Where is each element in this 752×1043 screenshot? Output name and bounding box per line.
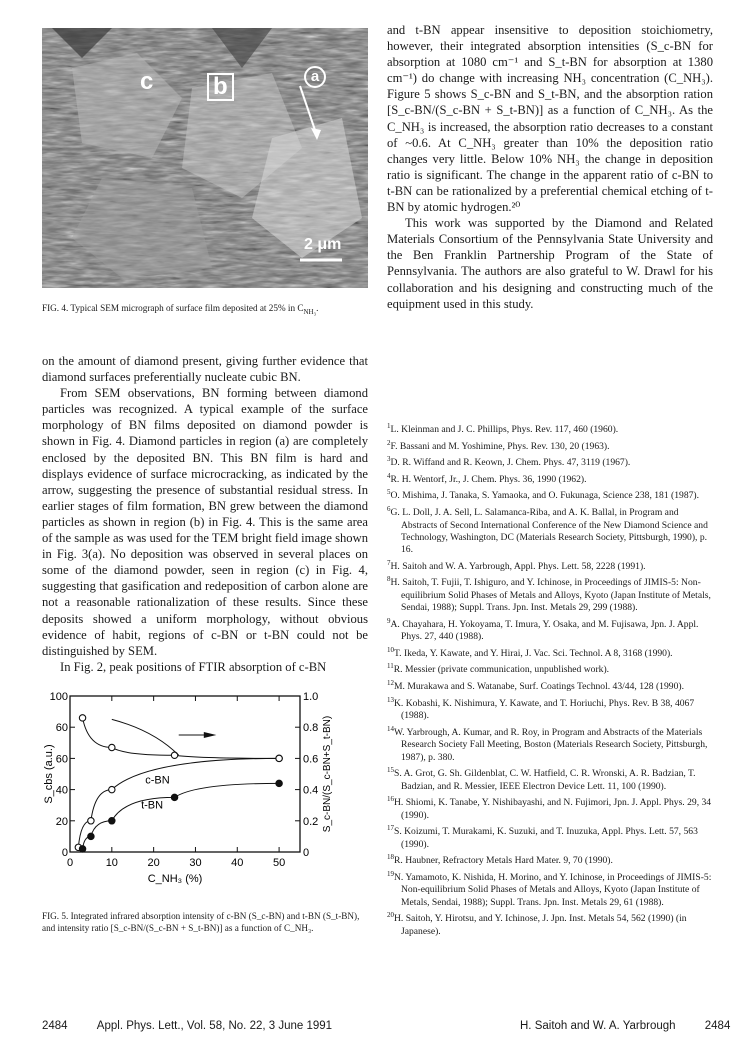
reference-number: 6: [387, 504, 391, 513]
reference-item: [387, 793, 713, 822]
footer-right: [520, 1020, 730, 1032]
fig4-caption-end: .: [316, 303, 319, 313]
y-tick-label: 60: [55, 753, 68, 766]
series-line: [78, 758, 279, 847]
x-axis-label: C_NH₃ (%): [147, 873, 203, 885]
reference-number: 5: [387, 488, 391, 497]
reference-item: [387, 723, 713, 764]
data-point: [88, 833, 94, 839]
reference-text: N. Yamamoto, K. Nishida, H. Morino, and Y. Ichinose, in Proceedings of JIMIS-5: Non-equilibrium Solid Phases of Metals and Alloys, Kyoto (Japan Institute of Metals, Sendai, 1988); Suppl. Trans. Jpn. Inst. Metals 29, 61 (1988).: [394, 871, 712, 908]
page-number-left: 2484: [42, 1020, 68, 1032]
data-point: [276, 780, 282, 786]
reference-item: [387, 660, 713, 677]
reference-text: O. Mishima, J. Tanaka, S. Yamaoka, and O. Fukunaga, Science 238, 181 (1987).: [390, 490, 700, 502]
y-tick-label: 40: [55, 784, 68, 797]
page-number-right: 2484: [704, 1020, 731, 1032]
left-paragraph-2: From SEM observations, BN forming between diamond particles was recognized. A typical example of the surface morphology of BN films deposited on diamond powder is shown in Fig. 4. Diamond particles in region (a) are completely enclosed by the deposited BN. This BN film is hard and displays evidence of surface microcracking, as indicated by the arrow, suggesting the presence of substantial residual stress. In earlier stages of film formation, BN grew between the diamond particles as shown in region (b) in Fig. 4. This is the same area of the sample as was used for the TEM bright field image shown in Fig. 3(a). No deposition was observed in several places on some of the diamond powder, seen in region (c) in Fig. 4, suggesting that gasification and redeposition of carbon alone are not a reasonable rationalization of these results. Since these deposits showed a uniform morphology, without obvious evidence of habit, regions of c-BN or t-BN could not be distinguished by SEM.: [42, 386, 368, 658]
y2-tick-label: 1.0: [303, 691, 319, 703]
reference-number: 4: [387, 471, 391, 480]
left-paragraph-1: on the amount of diamond present, giving further evidence that diamond surfaces preferentially nucleate cubic BN.: [42, 354, 368, 385]
reference-number: 3: [387, 455, 391, 464]
reference-text: H. Saitoh, Y. Hirotsu, and Y. Ichinose, J. Jpn. Inst. Metals 54, 562 (1990) (in Japanese).: [394, 913, 687, 937]
reference-number: 13: [387, 695, 394, 704]
region-b-label: b: [207, 73, 234, 101]
data-point: [88, 818, 94, 824]
reference-item: [387, 694, 713, 723]
journal-citation: Appl. Phys. Lett., Vol. 58, No. 22, 3 June 1991: [96, 1020, 333, 1032]
reference-item: [387, 644, 713, 661]
data-point: [109, 744, 115, 750]
reference-text: R. H. Wentorf, Jr., J. Chem. Phys. 36, 1990 (1962).: [390, 473, 587, 485]
y-tick-label: 100: [49, 691, 68, 703]
annotation-label: c-BN: [145, 774, 170, 787]
x-tick-label: 30: [189, 857, 202, 869]
reference-item: [387, 557, 713, 574]
ratio-arrow-head: [204, 732, 217, 738]
reference-text: L. Kleinman and J. C. Phillips, Phys. Rev. 117, 460 (1960).: [390, 424, 619, 436]
y-tick-label: 20: [55, 815, 68, 828]
data-point: [109, 818, 115, 824]
reference-text: R. Haubner, Refractory Metals Hard Mater. 9, 70 (1990).: [394, 855, 613, 867]
region-a-label: a: [304, 66, 326, 88]
right-paragraph-1: and t-BN appear insensitive to deposition stoichiometry, however, their integrated absorption intensities (S_c-BN for absorption at 1080 cm⁻¹ and S_t-BN for absorption at 1380 cm⁻¹) do change with increasing NH₃ concentration (C_NH₃). Figure 5 shows S_c-BN and S_t-BN, and the absorption ration [S_c-BN/(S_c-BN + S_t-BN)] as a function of C_NH₃. As the C_NH₃ is increased, the absorption ratio decreases to a constant of ~0.6. At C_NH₃ greater than 10% the deposition ratio changes very little. Below 10% NH₃ the change in deposition ratio is significant. The change in the apparent ratio of c-BN to t-BN can be rationalized by a preferential chemical etching of t-BN by atomic hydrogen.²⁰: [387, 23, 713, 215]
y2-tick-label: 0: [303, 847, 310, 859]
reference-text: R. Messier (private communication, unpublished work).: [393, 664, 610, 676]
reference-number: 20: [387, 910, 394, 919]
data-point: [171, 794, 177, 800]
sem-micrograph: [42, 28, 368, 288]
x-tick-label: 20: [147, 857, 160, 869]
y2-tick-label: 0.6: [303, 753, 319, 766]
left-column-text: [42, 353, 368, 675]
reference-item: [387, 615, 713, 644]
reference-text: M. Murakawa and S. Watanabe, Surf. Coatings Technol. 43/44, 128 (1990).: [394, 681, 684, 693]
fig4-caption: [42, 302, 368, 318]
y-axis-label: S_cbs (a.u.): [43, 744, 55, 804]
fig5-caption-text: FIG. 5. Integrated infrared absorption intensity of c-BN (S_c-BN) and t-BN (S_t-BN), and intensity ratio [S_c-BN/(S_c-BN + S_t-BN)] as a function of C_NH₃.: [42, 911, 360, 933]
reference-text: S. A. Grot, G. Sh. Gildenblat, C. W. Hatfield, C. R. Wronski, A. R. Badzian, T. Badzian, and R. Messier, IEEE Electron Device Lett. 11, 100 (1990).: [394, 768, 696, 792]
reference-text: W. Yarbrough, A. Kumar, and R. Roy, in Program and Abstracts of the Materials Research Society Fall Meeting, Boston (Materials Research Society, Pittsburgh, 1987), p. 380.: [394, 726, 708, 763]
annotation-label: t-BN: [141, 799, 164, 812]
references-list: [387, 420, 713, 938]
reference-number: 12: [387, 678, 394, 687]
y-tick-label: 0: [61, 847, 68, 859]
reference-text: H. Saitoh and W. A. Yarbrough, Appl. Phys. Lett. 58, 2228 (1991).: [390, 560, 646, 572]
reference-number: 14: [387, 724, 394, 733]
bracket-arrow: [112, 719, 179, 755]
reference-text: S. Koizumi, T. Murakami, K. Suzuki, and T. Inuzuka, Appl. Phys. Lett. 57, 563 (1990).: [394, 826, 698, 850]
plot-frame: [70, 696, 300, 852]
reference-item: [387, 453, 713, 470]
reference-number: 10: [387, 645, 394, 654]
reference-item: [387, 437, 713, 454]
series-line: [83, 718, 280, 759]
reference-text: H. Saitoh, T. Fujii, T. Ishiguro, and Y. Ichinose, in Proceedings of JIMIS-5: Non-equilibrium Solid Phases of Metals and Alloys, Kyoto (Japan Institute of Metals, Sendai, 1988); Suppl. Trans. Jpn. Inst. Metals 29, 299 (1988).: [390, 577, 711, 614]
reference-text: G. L. Doll, J. A. Sell, L. Salamanca-Riba, and A. K. Ballal, in Program and Abstracts of Second International Conference of the New Diamond Science and Technology, Washington, DC (Materials Research Society, Pittsburgh, 1990), p. 16.: [390, 507, 708, 556]
reference-number: 7: [387, 558, 391, 567]
reference-item: [387, 677, 713, 694]
reference-text: D. R. Wiffand and R. Keown, J. Chem. Phys. 47, 3119 (1967).: [390, 457, 631, 469]
x-tick-label: 50: [272, 857, 286, 869]
data-point: [79, 846, 85, 852]
reference-number: 11: [387, 662, 394, 671]
reference-item: [387, 822, 713, 851]
y2-tick-label: 0.4: [303, 784, 319, 797]
reference-number: 19: [387, 869, 394, 878]
y2-axis-label: S_c-BN/(S_c-BN+S_t-BN): [322, 715, 333, 833]
reference-number: 15: [387, 765, 394, 774]
y2-tick-label: 0.2: [303, 815, 319, 828]
reference-text: K. Kobashi, K. Nishimura, Y. Kawate, and T. Horiuchi, Phys. Rev. B 38, 4067 (1988).: [394, 697, 695, 722]
reference-number: 8: [387, 575, 391, 584]
fig5-caption: [42, 910, 368, 934]
reference-number: 1: [387, 422, 391, 430]
reference-item: [387, 470, 713, 487]
x-tick-label: 0: [66, 857, 74, 869]
reference-number: 16: [387, 794, 394, 803]
x-tick-label: 10: [105, 857, 118, 869]
fig5-chart-svg: [42, 688, 368, 885]
data-point: [276, 755, 282, 761]
reference-number: 2: [387, 438, 391, 447]
reference-item: [387, 573, 713, 614]
reference-text: A. Chayahara, H. Yokoyama, T. Imura, Y. Osaka, and M. Fujisawa, Jpn. J. Appl. Phys. 27, 440 (1988).: [390, 618, 699, 643]
right-column-text: [387, 22, 713, 312]
reference-item: [387, 851, 713, 868]
right-paragraph-2: This work was supported by the Diamond and Related Materials Consortium of the Pennsylvania State University and the Ben Franklin Partnership Program of the State of Pennsylvania. The authors are also grateful to W. Drawl for his collaboration and his designing and constructing much of the equipment used in this study.: [387, 216, 713, 311]
reference-text: F. Bassani and M. Yoshimine, Phys. Rev. 130, 20 (1963).: [390, 440, 610, 452]
reference-item: [387, 764, 713, 793]
reference-item: [387, 420, 713, 437]
reference-text: H. Shiomi, K. Tanabe, Y. Nishibayashi, and N. Fujimori, Jpn. J. Appl. Phys. 29, 34 (1990).: [394, 797, 712, 821]
data-point: [79, 715, 85, 721]
fig5-chart: [42, 688, 368, 885]
reference-number: 9: [387, 616, 391, 625]
region-c-label: c: [140, 68, 154, 95]
footer-left: [42, 1020, 332, 1032]
reference-text: T. Ikeda, Y. Kawate, and Y. Hirai, J. Vac. Sci. Technol. A 8, 3168 (1990).: [394, 647, 673, 659]
reference-number: 17: [387, 823, 394, 832]
data-point: [109, 786, 115, 792]
y2-tick-label: 0.8: [303, 722, 319, 735]
left-paragraph-3: In Fig. 2, peak positions of FTIR absorption of c-BN: [60, 659, 327, 674]
reference-item: [387, 909, 713, 938]
y-tick-label: 60: [55, 722, 68, 735]
reference-item: [387, 486, 713, 503]
x-tick-label: 40: [231, 857, 244, 869]
reference-number: 18: [387, 852, 394, 861]
fig4-caption-text: FIG. 4. Typical SEM micrograph of surface film deposited at 25% in C: [42, 303, 304, 313]
footer-authors: H. Saitoh and W. A. Yarbrough: [520, 1020, 676, 1032]
reference-item: [387, 503, 713, 557]
scale-bar-label: 2 μm: [304, 236, 342, 253]
fig4-caption-sub: NH₃: [303, 307, 317, 316]
reference-item: [387, 868, 713, 909]
